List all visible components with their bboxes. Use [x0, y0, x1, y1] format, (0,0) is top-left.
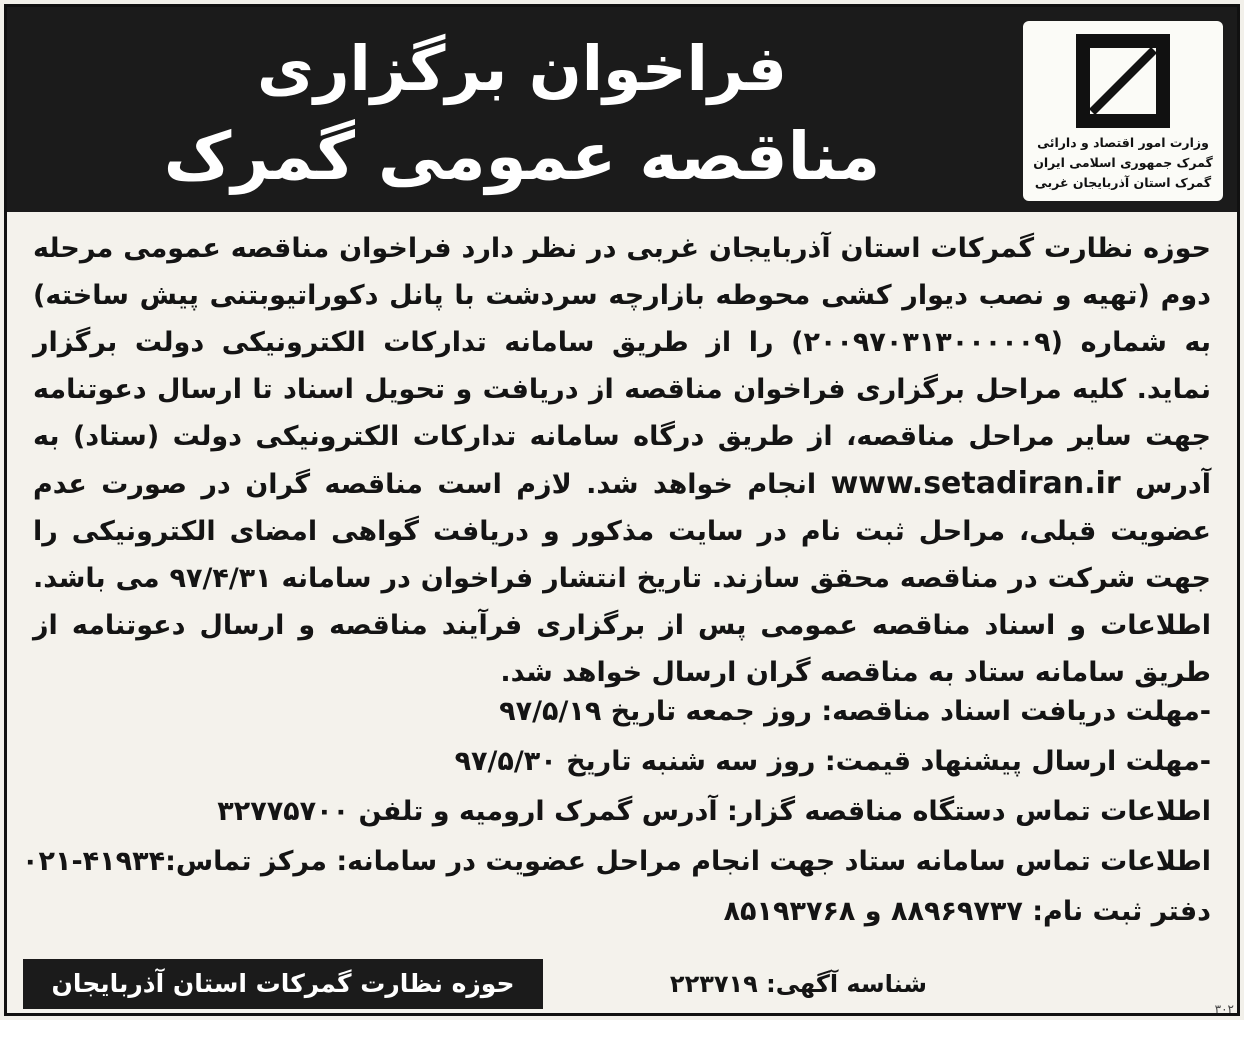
footer-org-name: حوزه نظارت گمرکات استان آذربایجان غربی [23, 959, 543, 1009]
tender-details [22, 687, 1211, 937]
doc-deadline: -مهلت دریافت اسناد مناقصه: روز جمعه تاریخ ۹۷/۵/۱۹ [499, 696, 1211, 727]
ministry-name: وزارت امور اقتصاد و دارائی [1037, 135, 1209, 150]
customs-emblem-icon [1075, 33, 1171, 129]
provincial-customs-name: گمرک استان آذربایجان غربی [1034, 175, 1212, 190]
paragraph-part-1: حوزه نظارت گمرکات استان آذربایجان غربی در نظر دارد فراخوان مناقصه عمومی مرحله دوم (تهیه و نصب دیوار کشی محوطه بازارچه سردشت با پانل دکوراتیوبتنی پیش ساخته) به شماره (۲۰۰۹۷۰۳۱۳۰۰۰۰۰۹) را از طریق سامانه تدارکات الکترونیکی دولت برگزار نماید. کلیه مراحل برگزاری فراخوان مناقصه از دریافت و تحویل اسناد تا ارسال دعوتنامه جهت سایر مراحل مناقصه، از طریق درگاه سامانه تدارکات الکترونیکی دولت (ستاد) به آدرس [33, 233, 1211, 500]
title-line-2: مناقصه عمومی گمرک [163, 118, 881, 195]
website-link[interactable]: www.setadiran.ir [830, 466, 1121, 501]
page-number: ۳۰۲ [1214, 1002, 1234, 1016]
bid-deadline: -مهلت ارسال پیشنهاد قیمت: روز سه شنبه تاریخ ۹۷/۵/۳۰ [454, 746, 1211, 777]
ad-frame [4, 4, 1240, 1048]
ad-identifier: شناسه آگهی: ۲۲۳۷۱۹ [669, 970, 927, 998]
registration-office: دفتر ثبت نام: ۸۸۹۶۹۷۳۷ و ۸۵۱۹۳۷۶۸ [723, 896, 1211, 927]
paragraph-part-2: انجام خواهد شد. لازم است مناقصه گران در صورت عدم عضویت قبلی، مراحل ثبت نام در سایت مذکور و دریافت گواهی امضای الکترونیکی را جهت شرکت در مناقصه محقق سازند. تاریخ انتشار فراخوان در سامانه ۹۷/۴/۳۱ می باشد. اطلاعات و اسناد مناقصه عمومی پس از برگزاری فرآیند مناقصه و ارسال دعوتنامه از طریق سامانه ستاد به مناقصه گران ارسال خواهد شد. [33, 469, 1211, 688]
header-band [7, 7, 1237, 212]
org-hierarchy [1029, 133, 1217, 193]
customs-logo-box [1023, 21, 1223, 201]
ad-title [47, 25, 997, 201]
title-line-1: فراخوان برگزاری [257, 32, 787, 105]
announcement-body [33, 225, 1211, 696]
announcement-paragraph [33, 225, 1211, 696]
contact-org: اطلاعات تماس دستگاه مناقصه گزار: آدرس گمرک ارومیه و تلفن ۳۲۷۷۵۷۰۰ [217, 796, 1211, 827]
contact-setad: اطلاعات تماس سامانه ستاد جهت انجام مراحل عضویت در سامانه: مرکز تماس:۴۱۹۳۴-۰۲۱ [22, 846, 1211, 877]
customs-name: گمرک جمهوری اسلامی ایران [1033, 155, 1213, 170]
